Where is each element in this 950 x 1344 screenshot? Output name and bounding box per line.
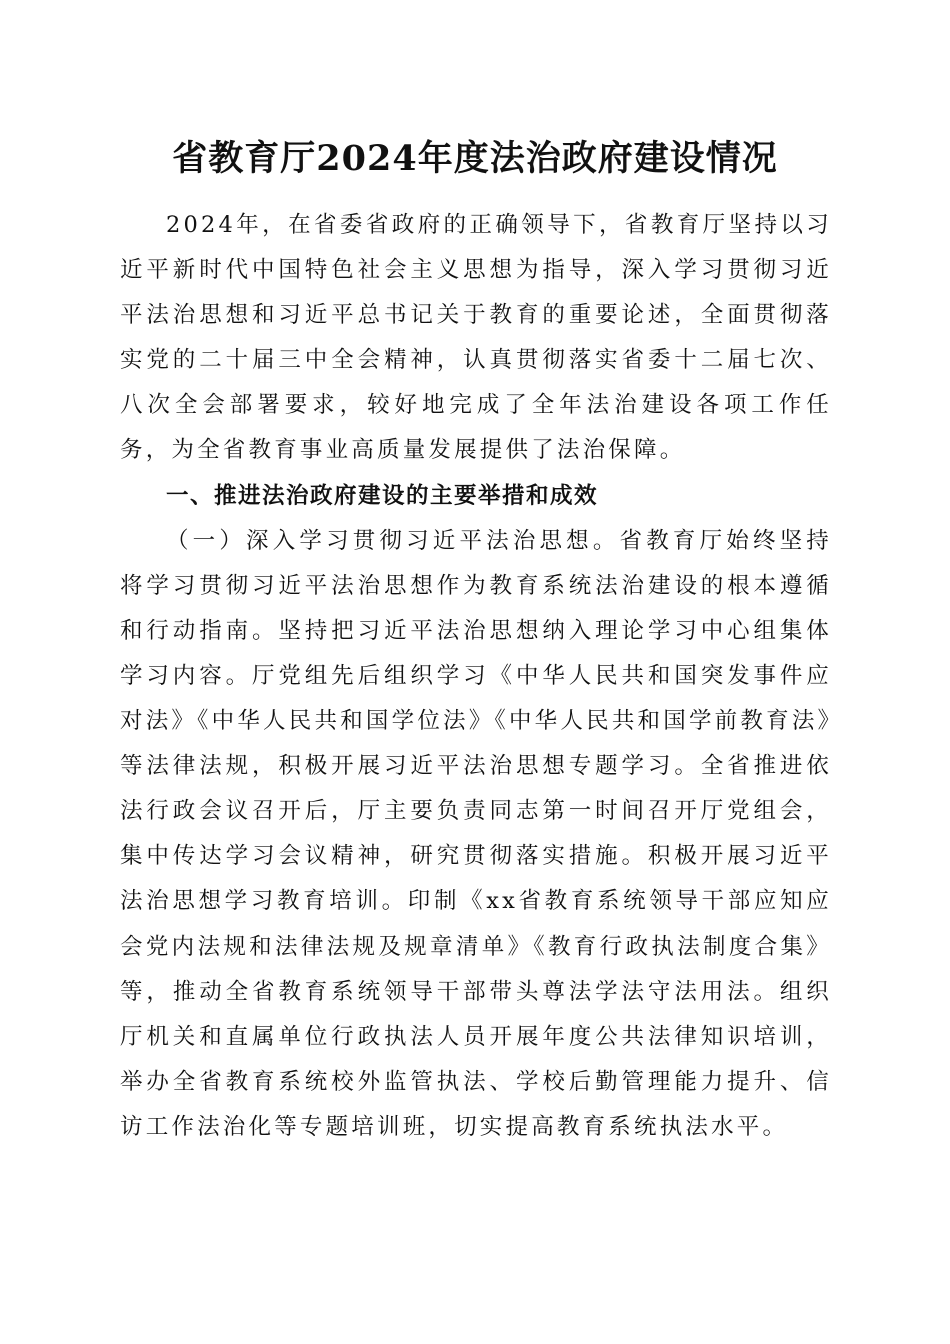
intro-paragraph: 2024年，在省委省政府的正确领导下，省教育厅坚持以习近平新时代中国特色社会主义思想为指导，深入学习贯彻习近平法治思想和习近平总书记关于教育的重要论述，全面贯彻落实党的二十届三中全会精神，认真贯彻落实省委十二届七次、八次全会部署要求，较好地完成了全年法治建设各项工作任务，为全省教育事业高质量发展提供了法治保障。 bbox=[120, 212, 832, 464]
subsection-body: 省教育厅始终坚持将学习贯彻习近平法治思想作为教育系统法治建设的根本遵循和行动指南。坚持把习近平法治思想纳入理论学习中心组集体学习内容。厅党组先后组织学习《中华人民共和国突发事件应对法》《中华人民共和国学位法》《中华人民共和国学前教育法》等法律法规，积极开展习近平法治思想专题学习。全省推进依法行政会议召开后，厅主要负责同志第一时间召开厅党组会，集中传达学习会议精神，研究贯彻落实措施。积极开展习近平法治思想学习教育培训。印制《xx省教育系统领导干部应知应会党内法规和法律法规及规章清单》《教育行政执法制度合集》等，推动全省教育系统领导干部带头尊法学法守法用法。组织厅机关和直属单位行政执法人员开展年度公共法律知识培训，举办全省教育系统校外监管执法、学校后勤管理能力提升、信访工作法治化等专题培训班，切实提高教育系统执法水平。 bbox=[120, 527, 832, 1140]
document-body bbox=[120, 203, 832, 1150]
subsection-heading: （一）深入学习贯彻习近平法治思想。 bbox=[166, 527, 620, 554]
subsection-paragraph bbox=[120, 519, 832, 1150]
document-title: 省教育厅2024年度法治政府建设情况 bbox=[172, 138, 778, 179]
section-heading: 一、推进法治政府建设的主要举措和成效 bbox=[166, 482, 599, 509]
